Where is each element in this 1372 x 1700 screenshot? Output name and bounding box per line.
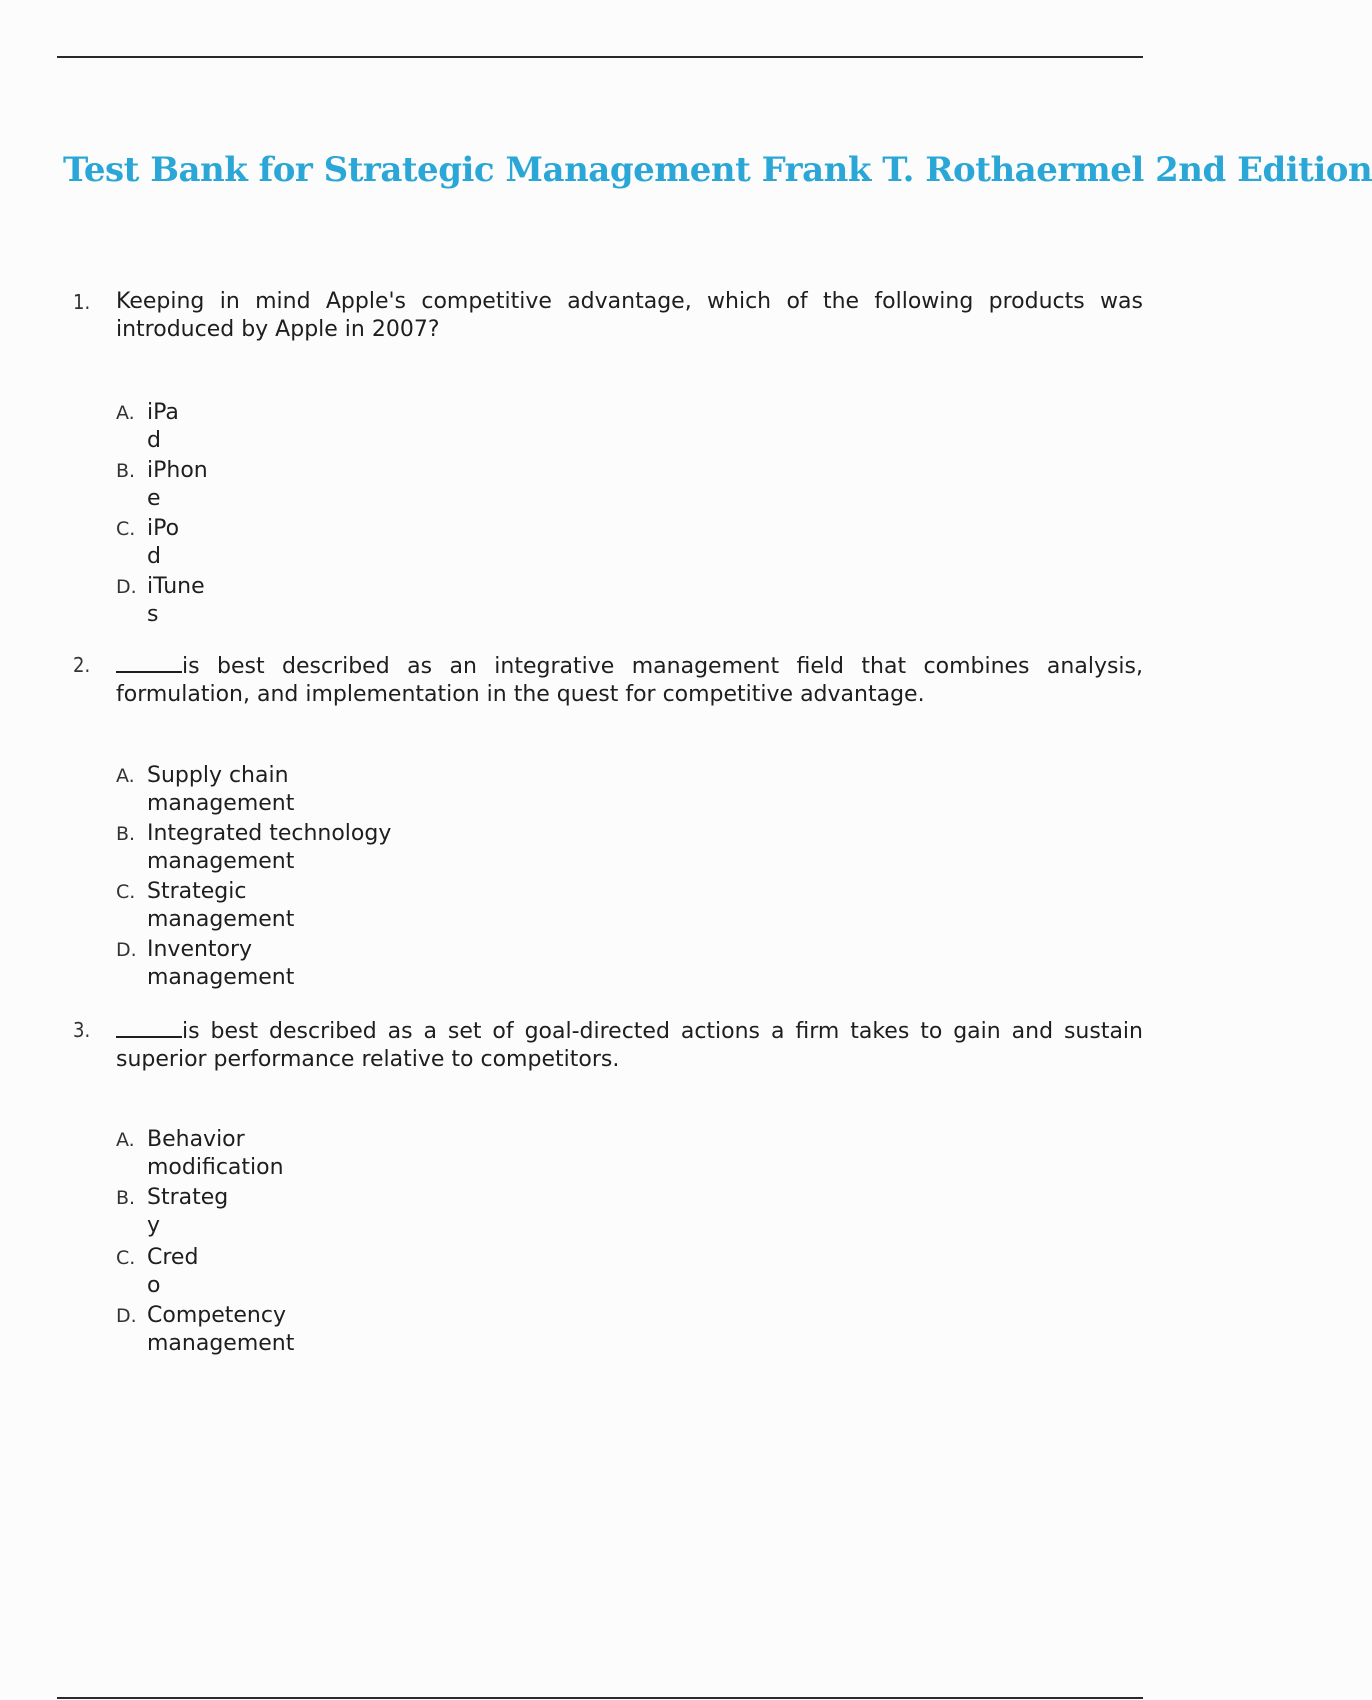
question-text: Keeping in mind Apple's competitive advantage, which of the following products was introduced by Apple in 2007? xyxy=(116,289,1143,342)
question-number: 3. xyxy=(73,1018,91,1042)
answer-option-a[interactable] xyxy=(116,399,213,455)
document-title: Test Bank for Strategic Management Frank T. Rothaermel 2nd Edition xyxy=(63,150,1372,190)
option-letter: A. xyxy=(116,402,135,424)
option-text: Integrated technology management xyxy=(147,821,392,874)
answer-options xyxy=(116,399,213,631)
answer-option-c[interactable] xyxy=(116,1244,317,1300)
option-text: Behavior modification xyxy=(147,1127,284,1180)
answer-options xyxy=(116,1126,317,1360)
answer-option-b[interactable] xyxy=(116,457,213,513)
option-text: Supply chain management xyxy=(147,763,295,816)
option-letter: D. xyxy=(116,1305,137,1327)
option-text: Competency management xyxy=(147,1303,295,1356)
bottom-rule xyxy=(57,1697,1143,1699)
option-letter: A. xyxy=(116,765,135,787)
option-text: Strategic management xyxy=(147,879,295,932)
option-text: iPod xyxy=(147,516,180,569)
option-letter: C. xyxy=(116,1247,136,1269)
answer-option-d[interactable] xyxy=(116,936,427,992)
answer-options xyxy=(116,762,427,994)
question-stem xyxy=(73,651,1143,709)
answer-option-a[interactable] xyxy=(116,1126,317,1182)
option-text: iPhone xyxy=(147,458,208,511)
option-letter: B. xyxy=(116,823,136,845)
option-letter: D. xyxy=(116,939,137,961)
answer-option-b[interactable] xyxy=(116,820,427,876)
option-letter: C. xyxy=(116,518,136,540)
option-text: iPad xyxy=(147,400,179,453)
question-stem xyxy=(73,288,1143,344)
answer-option-b[interactable] xyxy=(116,1184,317,1242)
question-2 xyxy=(73,651,1143,990)
answer-blank xyxy=(116,1016,182,1038)
option-letter: D. xyxy=(116,576,137,598)
option-letter: B. xyxy=(116,460,136,482)
question-number: 2. xyxy=(73,653,91,677)
option-text: Credo xyxy=(147,1245,199,1298)
question-1 xyxy=(73,288,1143,627)
question-3 xyxy=(73,1016,1143,1356)
option-letter: B. xyxy=(116,1187,136,1209)
question-text: is best described as an integrative management field that combines analysis, formulation, and implementation in the quest for competitive advantage. xyxy=(116,654,1143,707)
option-letter: A. xyxy=(116,1129,135,1151)
answer-option-c[interactable] xyxy=(116,878,427,934)
question-stem xyxy=(73,1016,1143,1074)
answer-option-d[interactable] xyxy=(116,573,213,629)
answer-option-c[interactable] xyxy=(116,515,213,571)
answer-blank xyxy=(116,651,182,673)
top-rule xyxy=(57,56,1143,58)
answer-option-a[interactable] xyxy=(116,762,427,818)
question-text: is best described as a set of goal-directed actions a firm takes to gain and sustain superior performance relative to competitors. xyxy=(116,1019,1143,1072)
option-text: Inventory management xyxy=(147,937,295,990)
question-number: 1. xyxy=(73,290,91,314)
option-text: Strategy xyxy=(147,1185,229,1238)
answer-option-d[interactable] xyxy=(116,1302,317,1358)
option-letter: C. xyxy=(116,881,136,903)
option-text: iTunes xyxy=(147,574,205,627)
